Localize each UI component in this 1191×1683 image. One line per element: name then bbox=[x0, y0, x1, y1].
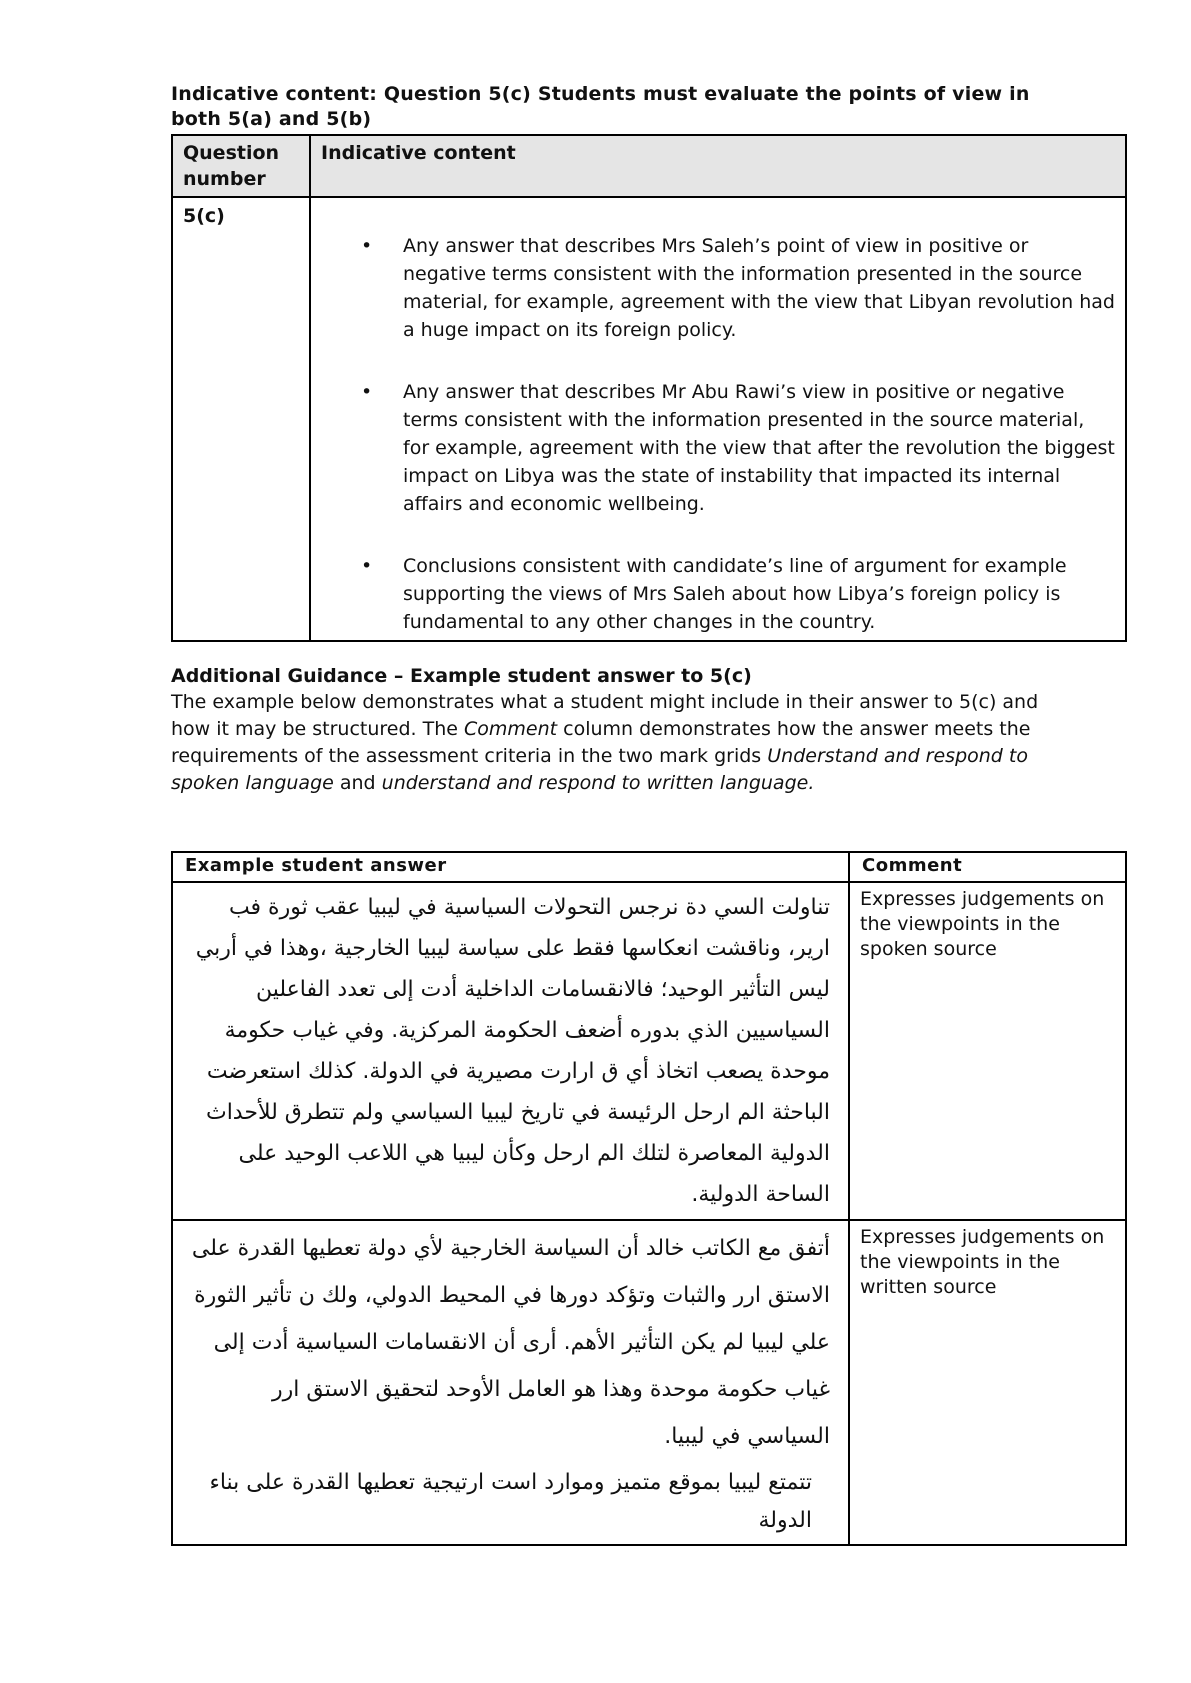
column-header-indicative-content: Indicative content bbox=[310, 135, 1126, 197]
list-item bbox=[321, 232, 1115, 344]
table-row bbox=[172, 197, 1126, 641]
column-header-question-number: Question number bbox=[172, 135, 310, 197]
table-row bbox=[172, 1220, 1126, 1545]
guidance-heading: Additional Guidance – Example student answer to 5(c) bbox=[171, 665, 752, 687]
comment-cell: Expresses judgements on the viewpoints in the spoken source bbox=[849, 882, 1126, 1220]
comment-cell: Expresses judgements on the viewpoints in the written source bbox=[849, 1220, 1126, 1545]
table-header-row bbox=[172, 135, 1126, 197]
list-item bbox=[321, 378, 1115, 518]
answer-paragraph: أتفق مع الكاتب خالد أن السياسة الخارجية لأي دولة تعطيها القدرة على الاستق ارر والثبات وتؤكد دورها في المحيط الدولي، ولك ن تأثير الثورة علي ليبيا لم يكن التأثير الأهم. أرى أن الانقسامات السياسية أدت إلى غياب حكومة موحدة وهذا هو العامل الأوحد لتحقيق الاستق ارر السياسي في ليبيا. bbox=[191, 1236, 830, 1449]
indicative-bullet-list bbox=[321, 232, 1115, 636]
bullet-icon: • bbox=[361, 235, 373, 257]
column-header-comment: Comment bbox=[849, 852, 1126, 882]
bullet-icon: • bbox=[361, 381, 373, 403]
bullet-text: Conclusions consistent with candidate’s line of argument for example supporting the views of Mrs Saleh about how Libya’s foreign policy is fundamental to any other changes in the country. bbox=[403, 555, 1067, 633]
indicative-content-cell bbox=[310, 197, 1126, 641]
list-item bbox=[321, 552, 1115, 636]
additional-guidance bbox=[171, 663, 1071, 797]
student-answer-cell: تناولت السي دة نرجس التحولات السياسية في ليبيا عقب ثورة فب ارير، وناقشت انعكاسها فقط على سياسة ليبيا الخارجية ،وهذا في أربي ليس التأثير الوحيد؛ فالانقسامات الداخلية أدت إلى تعدد الفاعلين السياسيين الذي بدوره أضعف الحكومة المركزية. وفي غياب حكومة موحدة يصعب اتخاذ أي ق ارارت مصيرية في الدولة. كذلك استعرضت الباحثة الم ارحل الرئيسة في تاريخ ليبيا السياسي ولم تتطرق للأحداث الدولية المعاصرة لتلك الم ارحل وكأن ليبيا هي اللاعب الوحيد على الساحة الدولية. bbox=[172, 882, 849, 1220]
bullet-text: Any answer that describes Mrs Saleh’s point of view in positive or negative terms consistent with the information presented in the source material, for example, agreement with the view that Libyan revolution had a huge impact on its foreign policy. bbox=[403, 235, 1115, 341]
indicative-content-table bbox=[171, 134, 1127, 642]
guidance-text: column demonstrates how the answer meets the requirements of the assessment criteria in the two mark grids bbox=[171, 718, 1031, 767]
guidance-text: and bbox=[333, 772, 382, 794]
table-header-row bbox=[172, 852, 1126, 882]
bullet-text: Any answer that describes Mr Abu Rawi’s view in positive or negative terms consistent with the information presented in the source material, for example, agreement with the view that after the revolution the biggest impact on Libya was the state of instability that impacted its internal affairs and economic wellbeing. bbox=[403, 381, 1115, 515]
column-header-example-answer: Example student answer bbox=[172, 852, 849, 882]
guidance-emphasis: Comment bbox=[463, 718, 558, 740]
section-title: Indicative content: Question 5(c) Students must evaluate the points of view in both 5(a) and 5(b) bbox=[171, 83, 1030, 130]
guidance-text: The example below demonstrates what a student might include in their answer to 5(c) and how it may be structured. The bbox=[171, 691, 1039, 740]
question-number-cell: 5(c) bbox=[172, 197, 310, 641]
student-answer-cell bbox=[172, 1220, 849, 1545]
table-row bbox=[172, 882, 1126, 1220]
answer-paragraph: تتمتع ليبيا بموقع متميز وموارد است ارتيجية تعطيها القدرة على بناء الدولة bbox=[209, 1470, 812, 1533]
bullet-icon: • bbox=[361, 555, 373, 577]
guidance-emphasis: understand and respond to written language. bbox=[381, 772, 815, 794]
guidance-paragraph bbox=[171, 689, 1071, 797]
guidance-emphasis: Understand and respond to spoken language bbox=[171, 745, 1028, 794]
example-answer-table bbox=[171, 851, 1127, 1546]
